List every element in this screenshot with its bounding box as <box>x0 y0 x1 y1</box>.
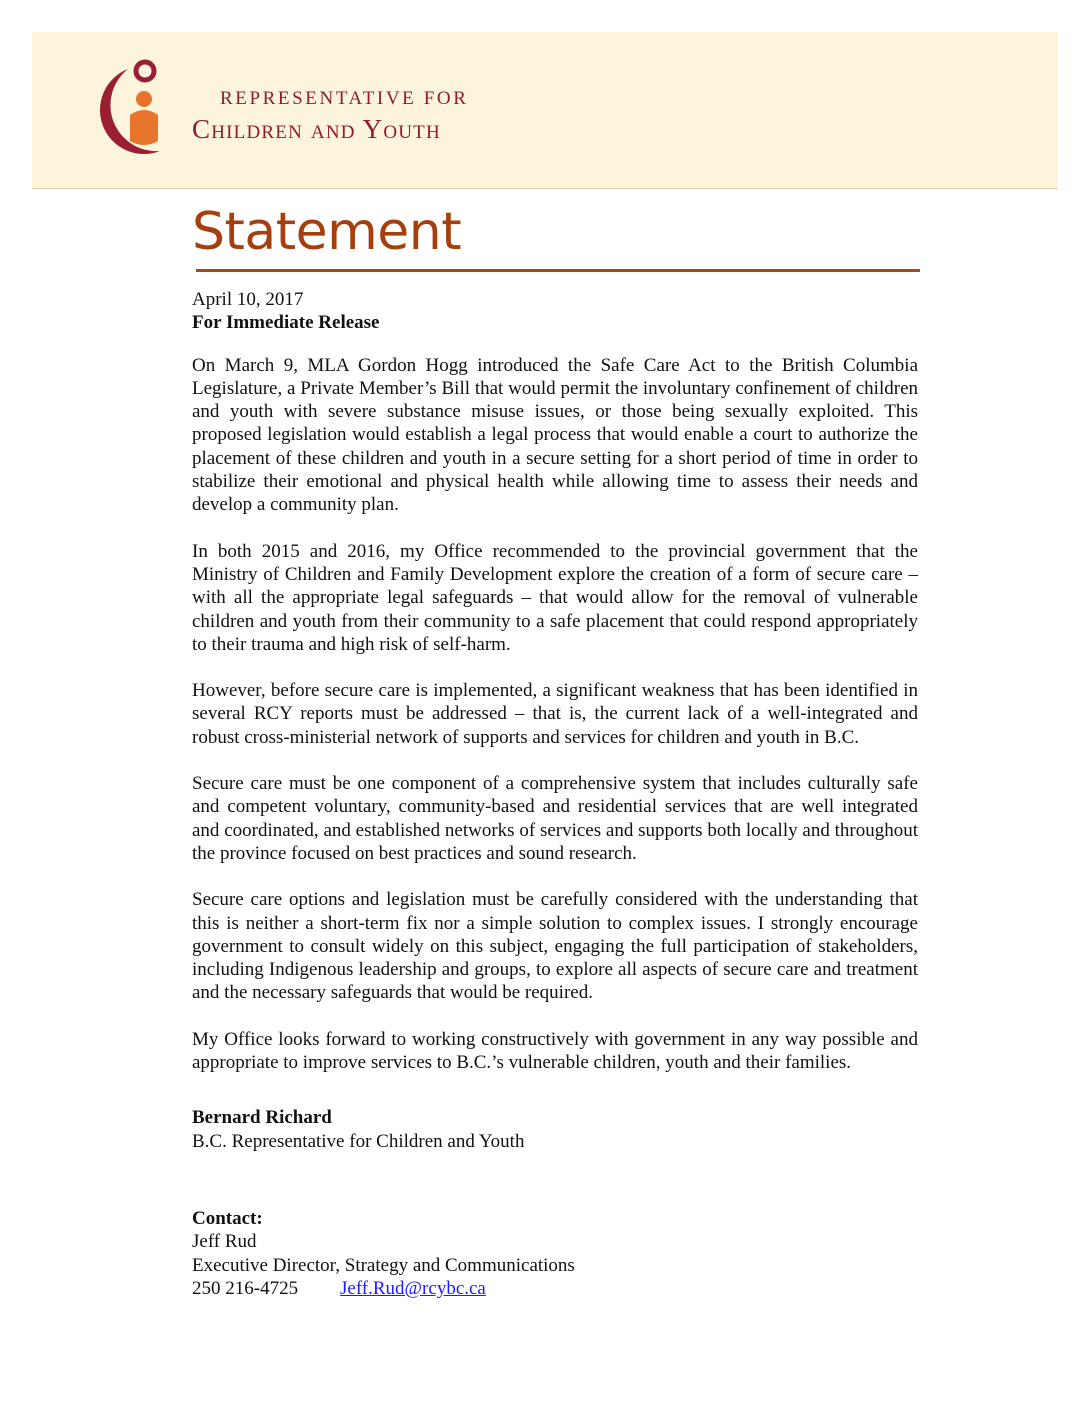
org-name-line2: Children and Youth <box>192 114 441 144</box>
contact-label: Contact: <box>192 1207 263 1229</box>
body-paragraph: Secure care must be one component of a comprehensive system that includes culturally safe and competent voluntary, community-based and residential services that are well integrated and coordinated, and established networks of services and supports both locally and throughout the province focused on best practices and sound research. <box>192 773 918 864</box>
contact-block <box>192 1207 918 1300</box>
signatory-name: Bernard Richard <box>192 1107 332 1129</box>
contact-role: Executive Director, Strategy and Communications <box>192 1254 575 1276</box>
release-date: April 10, 2017 <box>192 289 304 310</box>
contact-name: Jeff Rud <box>192 1231 257 1253</box>
contact-email-link[interactable]: Jeff.Rud@rcybc.ca <box>340 1277 486 1299</box>
body-paragraph: On March 9, MLA Gordon Hogg introduced the Safe Care Act to the British Columbia Legislature, a Private Member’s Bill that would permit the involuntary confinement of children and youth with severe substance misuse issues, or those being sexually exploited. This proposed legislation would establish a legal process that would enable a court to authorize the placement of these children and youth in a secure setting for a short period of time in order to stabilize their emotional and physical health while allowing time to assess their needs and develop a community plan. <box>192 354 918 516</box>
statement-body <box>192 288 918 1300</box>
body-paragraph: In both 2015 and 2016, my Office recommended to the provincial government that the Ministry of Children and Family Development explore the creation of a form of secure care – with all the appropriate legal safeguards – that would allow for the removal of vulnerable children and youth from their community to a safe placement that could respond appropriately to their trauma and high risk of self-harm. <box>192 540 918 655</box>
release-label: For Immediate Release <box>192 312 380 334</box>
body-paragraph: My Office looks forward to working constructively with government in any way possible and appropriate to improve services to B.C.’s vulnerable children, youth and their families. <box>192 1028 918 1074</box>
body-paragraph: However, before secure care is implemented, a significant weakness that has been identified in several RCY reports must be addressed – that is, the current lack of a well-integrated and robust cross-ministerial network of supports and services for children and youth in B.C. <box>192 680 918 748</box>
signatory-title: B.C. Representative for Children and Youth <box>192 1130 525 1152</box>
body-paragraph: Secure care options and legislation must be carefully considered with the understanding that this is neither a short-term fix nor a simple solution to complex issues. I strongly encourage government to consult widely on this subject, engaging the full participation of stakeholders, including Indigenous leadership and groups, to explore all aspects of secure care and treatment and the necessary safeguards that would be required. <box>192 889 918 1004</box>
document-title: Statement <box>192 202 462 262</box>
mother-child-logo-icon <box>84 57 166 159</box>
signature-block <box>192 1106 918 1153</box>
letterhead-band <box>32 32 1058 189</box>
contact-phone: 250 216-4725 <box>192 1277 299 1299</box>
org-name-line1: REPRESENTATIVE FOR <box>220 88 469 109</box>
title-divider <box>196 269 920 272</box>
contact-details-row <box>192 1277 918 1300</box>
